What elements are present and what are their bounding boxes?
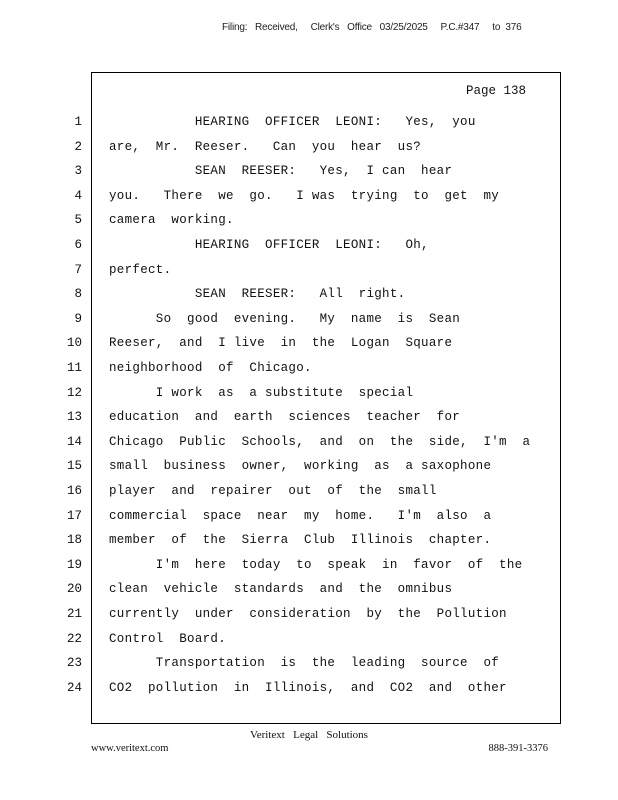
line-number: 16 bbox=[66, 484, 82, 498]
line-number: 1 bbox=[74, 115, 82, 129]
line-number: 10 bbox=[66, 336, 82, 351]
line-text: CO2 pollution in Illinois, and CO2 and other bbox=[109, 680, 507, 695]
line-number: 8 bbox=[74, 287, 82, 302]
line-number: 18 bbox=[66, 533, 82, 548]
line-number: 2 bbox=[74, 139, 82, 154]
line-text: small business owner, working as a saxophone bbox=[109, 459, 492, 474]
footer-company: Veritext Legal Solutions bbox=[250, 729, 368, 741]
filing-stamp: Filing: Received, Clerk's Office 03/25/2025 P.C.#347 to 376 bbox=[222, 22, 522, 33]
line-number: 19 bbox=[66, 557, 82, 572]
line-text: commercial space near my home. I'm also a bbox=[109, 508, 492, 523]
line-number: 12 bbox=[66, 385, 82, 400]
line-text: player and repairer out of the small bbox=[109, 484, 437, 498]
line-text: Chicago Public Schools, and on the side, I'm a bbox=[109, 434, 531, 449]
line-number: 13 bbox=[66, 410, 82, 425]
line-text: perfect. bbox=[109, 262, 172, 277]
line-text: you. There we go. I was trying to get my bbox=[109, 188, 500, 203]
line-text: HEARING OFFICER LEONI: Yes, you bbox=[109, 115, 476, 129]
line-text: Control Board. bbox=[109, 631, 227, 646]
line-text: education and earth sciences teacher for bbox=[109, 410, 461, 425]
line-number: 6 bbox=[74, 238, 82, 252]
transcript-page-frame bbox=[91, 72, 561, 724]
line-number: 11 bbox=[66, 361, 82, 375]
line-text: HEARING OFFICER LEONI: Oh, bbox=[109, 238, 429, 252]
line-text: Transportation is the leading source of bbox=[109, 656, 500, 671]
page-number: Page 138 bbox=[465, 84, 526, 98]
line-text: SEAN REESER: Yes, I can hear bbox=[109, 164, 453, 179]
line-number: 20 bbox=[66, 582, 82, 597]
line-number: 9 bbox=[74, 311, 82, 326]
line-number: 21 bbox=[66, 607, 82, 621]
line-number: 14 bbox=[66, 434, 82, 449]
line-number: 17 bbox=[66, 508, 82, 523]
line-text: clean vehicle standards and the omnibus bbox=[109, 582, 453, 597]
line-text: Reeser, and I live in the Logan Square bbox=[109, 336, 453, 351]
line-text: member of the Sierra Club Illinois chapter. bbox=[109, 533, 492, 548]
line-number: 15 bbox=[66, 459, 82, 474]
footer-website: www.veritext.com bbox=[91, 743, 169, 754]
line-text: camera working. bbox=[109, 213, 234, 228]
line-text: neighborhood of Chicago. bbox=[109, 361, 312, 375]
line-text: So good evening. My name is Sean bbox=[109, 311, 461, 326]
line-number: 7 bbox=[74, 262, 82, 277]
footer-phone: 888-391-3376 bbox=[488, 743, 548, 754]
line-text: I'm here today to speak in favor of the bbox=[109, 557, 523, 572]
line-number: 4 bbox=[74, 188, 82, 203]
line-number: 22 bbox=[66, 631, 82, 646]
line-text: are, Mr. Reeser. Can you hear us? bbox=[109, 139, 422, 154]
line-number: 3 bbox=[74, 164, 82, 179]
line-number: 5 bbox=[74, 213, 82, 228]
line-text: I work as a substitute special bbox=[109, 385, 414, 400]
line-text: currently under consideration by the Pollution bbox=[109, 607, 507, 621]
line-number: 23 bbox=[66, 656, 82, 671]
line-text: SEAN REESER: All right. bbox=[109, 287, 406, 302]
line-number: 24 bbox=[66, 680, 82, 695]
